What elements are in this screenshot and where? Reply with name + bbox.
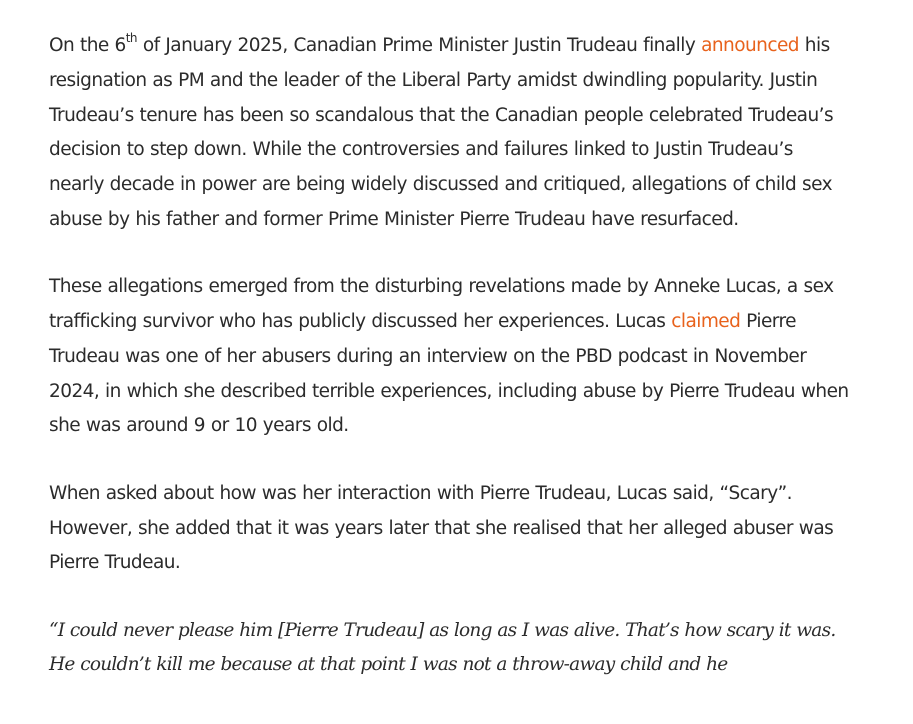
paragraph-text: Pierre Trudeau was one of her abusers during an interview on the PBD podcast in November 2024, in which she described terrible experiences, including abuse by Pierre Trudeau when she was around 9 or 10 years old. [49, 311, 849, 437]
paragraph-text: of January 2025, Canadian Prime Minister Justin Trudeau finally [137, 35, 702, 56]
claimed-link[interactable]: claimed [671, 311, 741, 333]
paragraph-text: These allegations emerged from the disturbing revelations made by Anneke Lucas, a sex trafficking survivor who has publicly discussed her experiences. Lucas [49, 276, 834, 333]
ordinal-superscript: th [125, 30, 137, 45]
article-paragraph-allegations [49, 270, 849, 444]
article-paragraph-interaction: When asked about how was her interaction with Pierre Trudeau, Lucas said, “Scary”. However, she added that it was years later that she realised that her alleged abuser was Pierre Trudeau. [49, 482, 834, 574]
article-quote: “I could never please him [Pierre Trudeau] as long as I was alive. That’s how scary it was. He couldn’t kill me because at that point I was not a throw-away child and he [49, 619, 836, 676]
article-paragraph-resignation [49, 29, 849, 238]
article-body [49, 29, 849, 716]
announced-link[interactable]: announced [701, 35, 799, 56]
paragraph-text: his resignation as PM and the leader of the Liberal Party amidst dwindling popularity. Justin Trudeau’s tenure has been so scandalous that the Canadian people celebrated Trudeau’s decision to step down. While the controversies and failures linked to Justin Trudeau’s nearly decade in power are being widely discussed and critiqued, allegations of child sex abuse by his father and former Prime Minister Pierre Trudeau have resurfaced. [49, 35, 834, 230]
paragraph-text: On the 6 [49, 35, 126, 56]
